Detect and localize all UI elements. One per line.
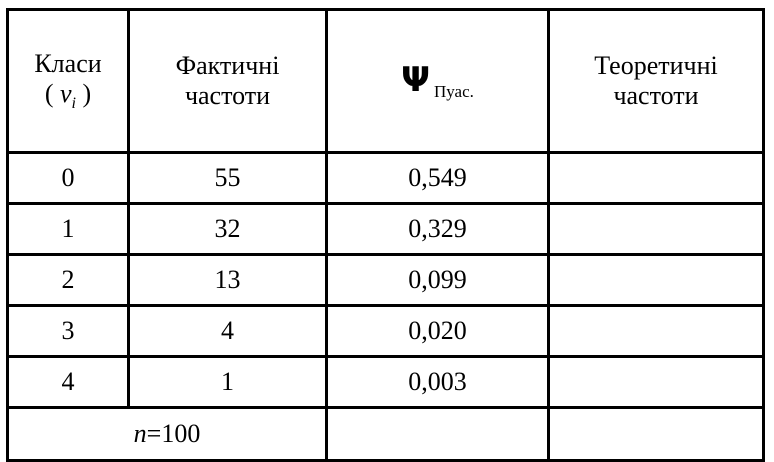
cell-psi: 0,003 (327, 357, 549, 408)
cell-actual-frequency: 13 (129, 255, 327, 306)
cell-theoretical-frequency (549, 357, 764, 408)
cell-actual-frequency: 4 (129, 306, 327, 357)
table-header-row (8, 10, 764, 153)
header-theoretical-line1: Теоретичні (594, 51, 718, 81)
header-cell-actual-frequencies (129, 10, 327, 153)
cell-total-psi (327, 408, 549, 461)
cell-theoretical-frequency-highlighted (549, 255, 764, 306)
header-cell-classes (8, 10, 129, 153)
cell-psi: 0,549 (327, 153, 549, 204)
cell-actual-frequency: 1 (129, 357, 327, 408)
cell-psi: 0,020 (327, 306, 549, 357)
table-row (8, 204, 764, 255)
total-n-value: =100 (146, 419, 201, 449)
psi-subscript: Пуас. (433, 81, 474, 101)
cell-total-n (8, 408, 327, 461)
header-theoretical-line2: частоти (613, 81, 699, 110)
table-row (8, 306, 764, 357)
cell-class: 1 (8, 204, 129, 255)
cell-theoretical-frequency (549, 204, 764, 255)
cell-actual-frequency: 32 (129, 204, 327, 255)
cell-total-theoretical (549, 408, 764, 461)
table-total-row (8, 408, 764, 461)
cell-theoretical-frequency (549, 153, 764, 204)
frequency-table (6, 8, 765, 462)
cell-psi: 0,099 (327, 255, 549, 306)
header-actual-line1: Фактичні (175, 51, 280, 81)
total-n-symbol: n (133, 419, 147, 449)
header-classes-label: Класи (34, 48, 102, 78)
table-row (8, 255, 764, 306)
cell-class: 0 (8, 153, 129, 204)
document-page (0, 8, 774, 450)
cell-class: 4 (8, 357, 129, 408)
cell-class: 2 (8, 255, 129, 306)
header-cell-theoretical-frequencies (549, 10, 764, 153)
cell-actual-frequency: 55 (129, 153, 327, 204)
cell-class: 3 (8, 306, 129, 357)
cell-psi: 0,329 (327, 204, 549, 255)
cell-theoretical-frequency (549, 306, 764, 357)
header-actual-line2: частоти (184, 81, 271, 110)
table-row (8, 153, 764, 204)
header-classes-variable: ( $v_i$ ) (44, 78, 92, 112)
table-row (8, 357, 764, 408)
header-cell-psi-poisson (327, 10, 549, 153)
psi-symbol: Ψ (401, 59, 430, 100)
